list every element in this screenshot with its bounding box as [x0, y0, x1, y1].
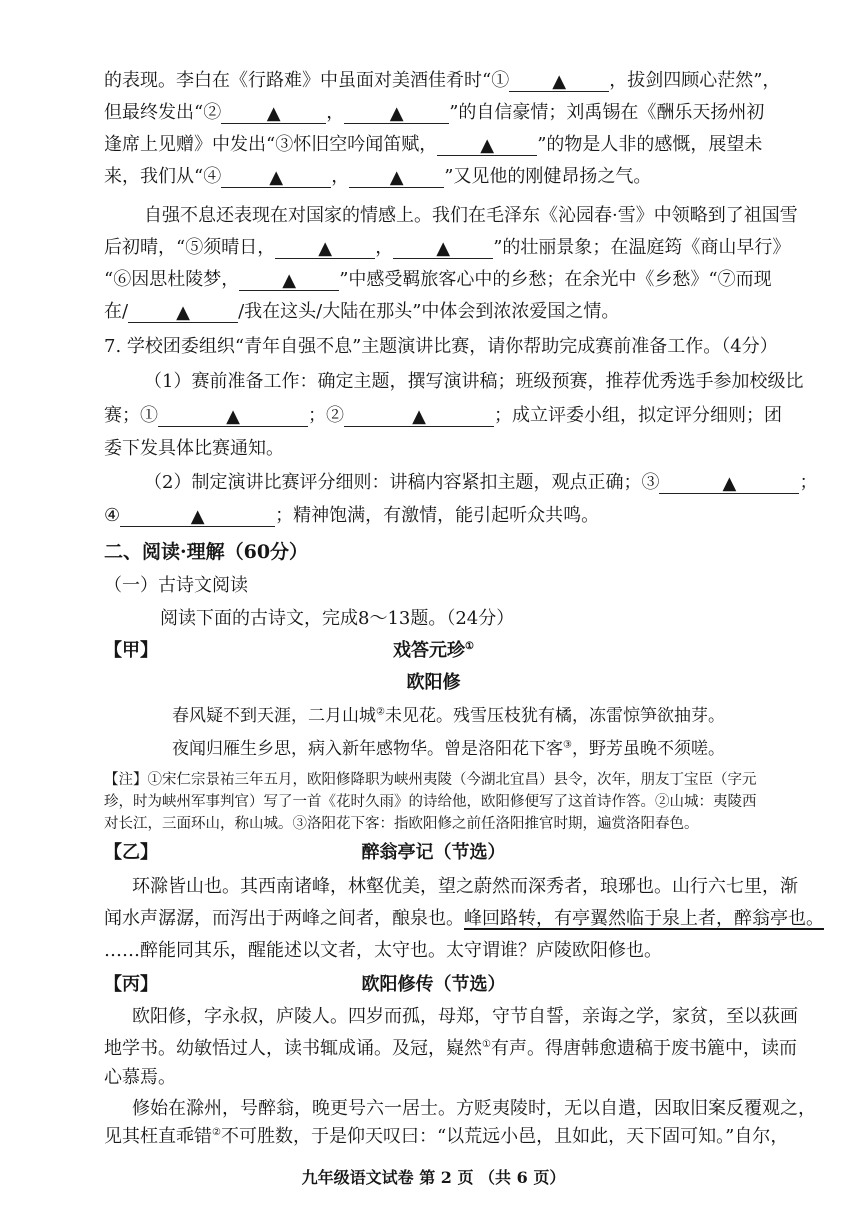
passage-yi-tag: 【乙】 — [104, 842, 158, 863]
blank-marker: ▲ — [266, 103, 281, 124]
passage-jia-title — [0, 640, 867, 662]
text: ”又见他的刚健昂扬之气。 — [444, 166, 652, 187]
answer-blank-5a[interactable] — [275, 238, 375, 259]
text: 在/ — [104, 301, 129, 322]
text: ， — [331, 166, 350, 187]
text: ， — [326, 102, 345, 123]
text: ”的物是人非的感慨，展望未 — [537, 134, 763, 155]
blank-marker: ▲ — [269, 167, 284, 188]
bing-line-3: 心慕焉。 — [104, 1067, 176, 1088]
jia-note-1: 【注】①宋仁宗景祐三年五月，欧阳修降职为峡州夷陵（今湖北宜昌）县令，次年，朋友丁宝臣（字元 — [104, 772, 757, 788]
text: 戏答元珍 — [393, 640, 466, 661]
yi-line-2 — [104, 908, 824, 930]
yi-line-1: 环滁皆山也。其西南诸峰，林壑优美，望之蔚然而深秀者，琅琊也。山行六七里，渐 — [132, 876, 798, 897]
text: ④ — [104, 505, 121, 526]
footnote-mark: ③ — [563, 739, 572, 751]
passage-jia-author: 欧阳修 — [406, 672, 461, 693]
underlined-sentence: 峰回路转，有亭翼然临于泉上者，醉翁亭也。 — [464, 908, 824, 929]
q7-title — [104, 336, 778, 358]
blank-marker: ▲ — [722, 473, 737, 494]
text: ”的自信豪情；刘禹锡在《酬乐天扬州初 — [449, 102, 765, 123]
text: ；成立评委小组，拟定评分细则；团 — [494, 405, 782, 426]
text: 未见花。残雪压枝犹有橘，冻雷惊笋欲抽芽。 — [384, 706, 725, 726]
text: “⑥因思杜陵梦， — [104, 269, 240, 290]
text: （1）赛前准备工作：确定主题，撰写演讲稿；班级预赛，推荐优秀选手参加校级比 — [144, 371, 804, 392]
text: ； — [799, 472, 818, 493]
blank-marker: ▲ — [190, 506, 205, 527]
text: ， — [375, 237, 394, 258]
blank-marker: ▲ — [389, 167, 404, 188]
text: ，野芳虽晚不须嗟。 — [571, 739, 725, 759]
text: 自强不息还表现在对国家的情感上。我们在毛泽东《沁园春·雪》中领略到了祖国雪 — [144, 205, 798, 226]
blank-marker: ▲ — [412, 406, 426, 427]
text: ，拔剑四顾心茫然”， — [609, 70, 781, 91]
bing-line-1: 欧阳修，字永叔，庐陵人。四岁而孤，母郑，守节自誓，亲诲之学，家贫，至以荻画 — [132, 1006, 798, 1027]
footnote-mark: ① — [465, 641, 474, 652]
answer-blank-1[interactable] — [509, 71, 609, 92]
poem-line-2 — [172, 738, 725, 760]
blank-marker: ▲ — [226, 406, 240, 427]
text: ”的壮丽景象；在温庭筠《商山早行》 — [493, 237, 791, 258]
page-footer: 九年级语文试卷 第 2 页 （共 6 页） — [301, 1168, 566, 1187]
blank-marker: ▲ — [318, 238, 333, 259]
jia-note-3: 对长江，三面环山，称山城。③洛阳花下客：指欧阳修之前任洛阳推官时期，遍赏洛阳春色。 — [104, 816, 699, 832]
p1-line-1 — [104, 70, 780, 92]
text: 后初晴，“⑤须晴日， — [104, 237, 276, 258]
answer-blank-2b[interactable] — [344, 103, 449, 124]
p2-line-3 — [104, 269, 772, 291]
text: 见其枉直乖错 — [104, 1126, 212, 1147]
answer-blank-3[interactable] — [437, 135, 537, 156]
q7-sub2-line2 — [104, 505, 599, 527]
answer-blank-2a[interactable] — [221, 103, 326, 124]
section-2-title: 二、阅读·理解（60分） — [104, 541, 309, 563]
blank-marker: ▲ — [436, 238, 451, 259]
text: 春风疑不到天涯，二月山城 — [172, 706, 376, 726]
text: ；② — [308, 405, 344, 426]
text: /我在这头/大陆在那头”中体会到浓浓爱国之情。 — [238, 301, 620, 322]
q7-sub1-line2 — [104, 405, 782, 427]
poem-line-1 — [172, 705, 725, 727]
yi-line-3: ……醉能同其乐，醒能述以文者，太守也。太守谓谁？庐陵欧阳修也。 — [104, 940, 662, 961]
p2-line-1 — [144, 205, 798, 227]
text: ”中感受羁旅客心中的乡愁；在余光中《乡愁》“⑦而现 — [339, 269, 772, 290]
text: 有声。得唐韩愈遗稿于废书簏中，读而 — [490, 1038, 797, 1059]
text: 地学书。幼敏悟过人，读书辄成诵。及冠，嶷然 — [104, 1038, 482, 1059]
jia-note-2: 珍，时为峡州军事判官）写了一首《花时久雨》的诗给他，欧阳修便写了这首诗作答。②山城：夷陵西 — [104, 794, 757, 810]
p1-line-3 — [104, 134, 762, 156]
footnote-mark: ① — [482, 1039, 491, 1050]
answer-blank-q7-3[interactable] — [659, 473, 799, 494]
section-2-sub1: （一）古诗文阅读 — [104, 575, 248, 596]
footnote-mark: ② — [376, 706, 385, 718]
text: 的表现。李白在《行路难》中虽面对美酒佳肴时“① — [104, 70, 510, 91]
p2-line-2 — [104, 237, 790, 259]
text: 夜闻归雁生乡思，病入新年感物华。曾是洛阳花下客 — [172, 739, 563, 759]
answer-blank-6[interactable] — [239, 270, 339, 291]
passage-jia-tag: 【甲】 — [104, 640, 158, 661]
blank-marker: ▲ — [480, 135, 495, 156]
answer-blank-q7-2[interactable] — [344, 406, 494, 427]
answer-blank-q7-1[interactable] — [158, 406, 308, 427]
p1-line-2 — [104, 102, 764, 124]
footnote-mark: ② — [212, 1127, 221, 1138]
passage-yi-title: 醉翁亭记（节选） — [361, 842, 506, 863]
p1-line-4 — [104, 166, 651, 188]
answer-blank-4a[interactable] — [221, 167, 331, 188]
blank-marker: ▲ — [176, 302, 190, 323]
blank-marker: ▲ — [282, 270, 297, 291]
q7-sub1-line3 — [104, 438, 284, 460]
text: 委下发具体比赛通知。 — [104, 438, 284, 459]
answer-blank-4b[interactable] — [349, 167, 444, 188]
q7-sub2-line1 — [144, 472, 817, 494]
answer-blank-7[interactable] — [128, 302, 238, 323]
blank-marker: ▲ — [389, 103, 404, 124]
q7-sub1-line1 — [144, 371, 803, 393]
blank-marker: ▲ — [552, 71, 567, 92]
p2-line-4 — [104, 301, 619, 323]
text: 不可胜数，于是仰天叹曰：“以荒远小邑，且如此，天下固可知。”自尔， — [220, 1126, 789, 1147]
passage-bing-tag: 【丙】 — [104, 974, 158, 995]
text: （2）制定演讲比赛评分细则：讲稿内容紧扣主题，观点正确；③ — [144, 472, 660, 493]
text: 赛；① — [104, 405, 158, 426]
section-2-instructions: 阅读下面的古诗文，完成8～13题。（24分） — [160, 608, 515, 629]
bing-line-4: 修始在滁州，号醉翁，晚更号六一居士。方贬夷陵时，无以自遣，因取旧案反覆观之， — [132, 1098, 816, 1119]
text: 但最终发出“② — [104, 102, 222, 123]
text: ；精神饱满，有激情，能引起听众共鸣。 — [275, 505, 600, 526]
text: 闻水声潺潺，而泻出于两峰之间者，酿泉也。 — [104, 908, 464, 929]
passage-bing-title: 欧阳修传（节选） — [361, 974, 506, 995]
text: 7. 学校团委组织“青年自强不息”主题演讲比赛，请你帮助完成赛前准备工作。（4分） — [104, 336, 778, 357]
answer-blank-5b[interactable] — [393, 238, 493, 259]
bing-line-2 — [104, 1038, 797, 1060]
text: 来，我们从“④ — [104, 166, 222, 187]
bing-line-5 — [104, 1126, 788, 1148]
text: 逢席上见赠》中发出“③怀旧空吟闻笛赋， — [104, 134, 438, 155]
answer-blank-q7-4[interactable] — [120, 506, 275, 527]
